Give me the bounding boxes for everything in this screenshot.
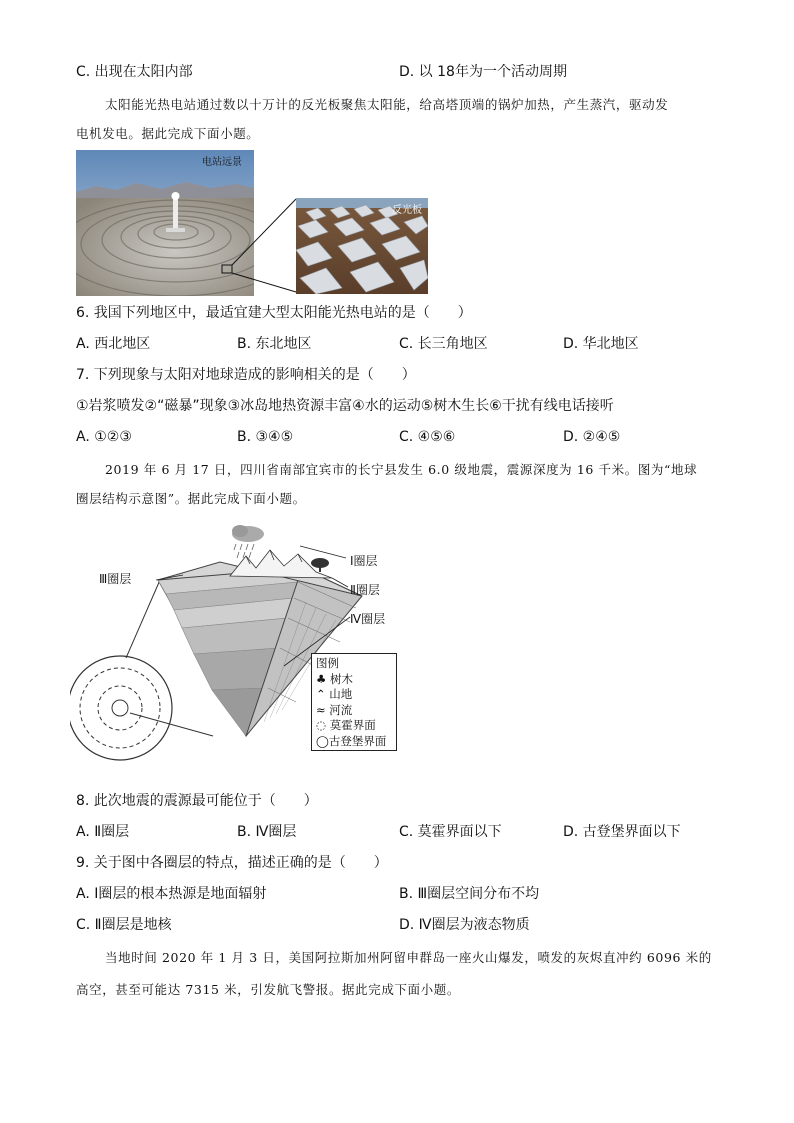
q7-option-c[interactable]: C. ④⑤⑥ bbox=[399, 429, 456, 445]
layer-3-label: Ⅲ圈层 bbox=[99, 572, 132, 586]
q7-items: ①岩浆喷发②“磁暴”现象③冰岛地热资源丰富④水的运动⑤树木生长⑥干扰有线电话接听 bbox=[76, 398, 614, 414]
option-d-prev: D. 以 18年为一个活动周期 bbox=[399, 64, 567, 80]
passage-volcano-line2: 高空，甚至可能达 7315 米，引发航飞警报。据此完成下面小题。 bbox=[76, 982, 460, 997]
mountain-icon: ⌃ bbox=[316, 687, 326, 701]
far-view-label: 电站远景 bbox=[202, 157, 242, 168]
legend-moho-row bbox=[316, 718, 392, 734]
passage-earthquake-line1: 2019 年 6 月 17 日，四川省南部宜宾市的长宁县发生 6.0 级地震，震源深度为 16 千米。图为“地球 bbox=[105, 462, 698, 477]
reflector-label: 反光板 bbox=[392, 205, 422, 216]
q8-stem: 8. 此次地震的震源最可能位于（ ） bbox=[76, 793, 318, 809]
layer-2-label: Ⅱ圈层 bbox=[350, 583, 380, 597]
gutenberg-boundary-icon: ◯ bbox=[316, 733, 329, 748]
legend-river-label: 河流 bbox=[329, 702, 353, 717]
earth-globe bbox=[70, 656, 172, 760]
legend-title: 图例 bbox=[316, 656, 339, 670]
river-icon: ≈ bbox=[316, 702, 326, 717]
legend-river-row bbox=[316, 703, 392, 719]
q9-stem: 9. 关于图中各圈层的特点，描述正确的是（ ） bbox=[76, 855, 388, 871]
q7-option-a[interactable]: A. ①②③ bbox=[76, 429, 132, 445]
q7-stem: 7. 下列现象与太阳对地球造成的影响相关的是（ ） bbox=[76, 367, 416, 383]
q8-option-a[interactable]: A. Ⅱ圈层 bbox=[76, 824, 130, 840]
q7-option-d[interactable]: D. ②④⑤ bbox=[563, 429, 621, 445]
q9-option-b[interactable]: B. Ⅲ圈层空间分布不均 bbox=[399, 886, 540, 902]
legend-gutenberg-row bbox=[316, 734, 392, 750]
passage-solar-line1: 太阳能光热电站通过数以十万计的反光板聚焦太阳能，给高塔顶端的锅炉加热，产生蒸汽，驱动发 bbox=[105, 97, 669, 112]
q9-option-d[interactable]: D. Ⅳ圈层为液态物质 bbox=[399, 917, 530, 933]
legend-box bbox=[311, 653, 397, 751]
q6-option-c[interactable]: C. 长三角地区 bbox=[399, 336, 488, 352]
q8-option-d[interactable]: D. 古登堡界面以下 bbox=[563, 824, 681, 840]
passage-volcano-line1: 当地时间 2020 年 1 月 3 日，美国阿拉斯加州阿留申群岛一座火山爆发，喷发的灰烬直冲约 6096 米的 bbox=[105, 950, 712, 965]
q6-option-a[interactable]: A. 西北地区 bbox=[76, 336, 151, 352]
q6-stem: 6. 我国下列地区中，最适宜建大型太阳能光热电站的是（ ） bbox=[76, 305, 472, 321]
legend-tree-row bbox=[316, 672, 392, 688]
q9-option-c[interactable]: C. Ⅱ圈层是地核 bbox=[76, 917, 172, 933]
rain-cloud-icon bbox=[232, 525, 264, 558]
legend-mountain-label: 山地 bbox=[329, 687, 353, 701]
q8-option-c[interactable]: C. 莫霍界面以下 bbox=[399, 824, 502, 840]
tree-icon: ♣ bbox=[316, 671, 327, 686]
legend-moho-label: 莫霍界面 bbox=[329, 718, 376, 732]
q6-option-d[interactable]: D. 华北地区 bbox=[563, 336, 639, 352]
passage-solar-line2: 电机发电。据此完成下面小题。 bbox=[76, 126, 260, 141]
layer-4-label: Ⅳ圈层 bbox=[350, 612, 386, 626]
q7-option-b[interactable]: B. ③④⑤ bbox=[237, 429, 294, 445]
passage-earthquake-line2: 圈层结构示意图”。据此完成下面小题。 bbox=[76, 491, 306, 506]
legend-mountain-row bbox=[316, 687, 392, 703]
q6-option-b[interactable]: B. 东北地区 bbox=[237, 336, 312, 352]
legend-tree-label: 树木 bbox=[329, 671, 353, 686]
q9-option-a[interactable]: A. Ⅰ圈层的根本热源是地面辐射 bbox=[76, 886, 267, 902]
q8-option-b[interactable]: B. Ⅳ圈层 bbox=[237, 824, 297, 840]
option-c-prev: C. 出现在太阳内部 bbox=[76, 64, 193, 80]
solar-plant-far-photo bbox=[76, 150, 254, 296]
layer-1-label: Ⅰ圈层 bbox=[350, 554, 378, 568]
moho-boundary-icon: ◌ bbox=[316, 718, 327, 732]
legend-gutenberg-label: 古登堡界面 bbox=[328, 733, 387, 748]
